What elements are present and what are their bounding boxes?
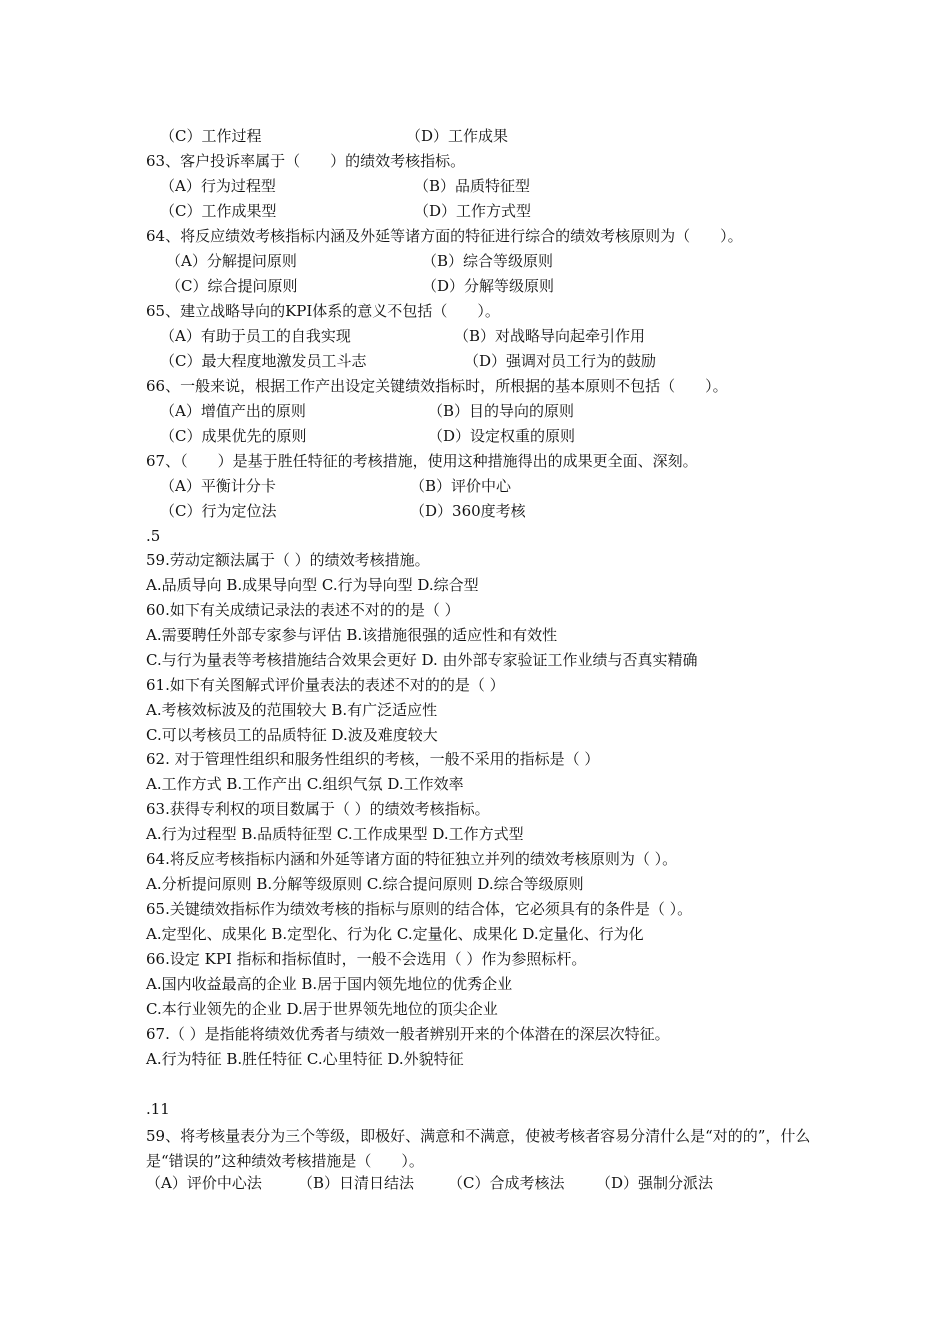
text-line: A.国内收益最高的企业 B.居于国内领先地位的优秀企业: [146, 975, 513, 993]
text-line: 65.关键绩效指标作为绩效考核的指标与原则的结合体，它必须具有的条件是（ ）。: [146, 900, 693, 918]
option-d: （D）强调对员工行为的鼓励: [464, 352, 657, 370]
option-d: （D）设定权重的原则: [428, 427, 576, 445]
text-line: C.本行业领先的企业 D.居于世界领先地位的顶尖企业: [146, 1000, 498, 1018]
text-line: 61.如下有关图解式评价量表法的表述不对的的是（ ）: [146, 676, 505, 694]
option-a: （A）平衡计分卡: [160, 477, 276, 495]
text-line: 62. 对于管理性组织和服务性组织的考核，一般不采用的指标是（ ）: [146, 750, 600, 768]
text-line: 67.（ ）是指能将绩效优秀者与绩效一般者辨别开来的个体潜在的深层次特征。: [146, 1025, 670, 1043]
question-67: 67、（ ）是基于胜任特征的考核措施，使用这种措施得出的成果更全面、深刻。: [146, 452, 698, 470]
question-59: 59、将考核量表分为三个等级，即极好、满意和不满意，使被考核者容易分清什么是“对的的”，什么是“错误的”这种绩效考核措施是（ ）。: [146, 1127, 811, 1170]
option-b: （B）日清日结法: [298, 1174, 415, 1192]
text-line: A.分析提问原则 B.分解等级原则 C.综合提问原则 D.综合等级原则: [146, 875, 584, 893]
option-d: （D）强制分派法: [596, 1174, 714, 1192]
option-a: （A）有助于员工的自我实现: [160, 327, 351, 345]
option-b: （B）目的导向的原则: [428, 402, 575, 420]
section-marker: .11: [146, 1100, 170, 1118]
option-c: （C）工作过程: [160, 127, 262, 145]
text-line: 60.如下有关成绩记录法的表述不对的的是（ ）: [146, 601, 460, 619]
question-64: 64、将反应绩效考核指标内涵及外延等诸方面的特征进行综合的绩效考核原则为（ ）。: [146, 227, 743, 245]
option-b: （B）对战略导向起牵引作用: [454, 327, 646, 345]
option-a: （A）分解提问原则: [166, 252, 297, 270]
text-line: A.定型化、成果化 B.定型化、行为化 C.定量化、成果化 D.定量化、行为化: [146, 925, 644, 943]
text-line: A.需要聘任外部专家参与评估 B.该措施很强的适应性和有效性: [146, 626, 558, 644]
option-c: （C）成果优先的原则: [160, 427, 307, 445]
question-65: 65、建立战略导向的KPI体系的意义不包括（ ）。: [146, 302, 500, 320]
question-66: 66、一般来说，根据工作产出设定关键绩效指标时，所根据的基本原则不包括（ ）。: [146, 377, 728, 395]
text-line: A.行为过程型 B.品质特征型 C.工作成果型 D.工作方式型: [146, 825, 524, 843]
text-line: A.品质导向 B.成果导向型 C.行为导向型 D.综合型: [146, 576, 479, 594]
text-line: C.与行为量表等考核措施结合效果会更好 D. 由外部专家验证工作业绩与否真实精确: [146, 651, 698, 669]
option-d: （D）360度考核: [410, 502, 526, 520]
option-a: （A）评价中心法: [146, 1174, 262, 1192]
option-c: （C）工作成果型: [160, 202, 277, 220]
option-c: （C）最大程度地激发员工斗志: [160, 352, 367, 370]
text-line: C.可以考核员工的品质特征 D.波及难度较大: [146, 726, 438, 744]
option-c: （C）合成考核法: [448, 1174, 565, 1192]
section-marker: .5: [146, 527, 161, 545]
option-d: （D）工作方式型: [414, 202, 532, 220]
option-b: （B）综合等级原则: [422, 252, 554, 270]
text-line: A.考核效标波及的范围较大 B.有广泛适应性: [146, 701, 438, 719]
text-line: 63.获得专利权的项目数属于（ ）的绩效考核指标。: [146, 800, 490, 818]
option-d: （D）分解等级原则: [422, 277, 555, 295]
option-c: （C）综合提问原则: [166, 277, 298, 295]
text-line: 59.劳动定额法属于（ ）的绩效考核措施。: [146, 551, 430, 569]
option-d: （D）工作成果: [406, 127, 509, 145]
option-c: （C）行为定位法: [160, 502, 277, 520]
text-line: 66.设定 KPI 指标和指标值时，一般不会选用（ ）作为参照标杆。: [146, 950, 587, 968]
option-b: （B）品质特征型: [414, 177, 531, 195]
option-a: （A）增值产出的原则: [160, 402, 306, 420]
option-a: （A）行为过程型: [160, 177, 276, 195]
text-line: A.工作方式 B.工作产出 C.组织气氛 D.工作效率: [146, 775, 464, 793]
text-line: 64.将反应考核指标内涵和外延等诸方面的特征独立并列的绩效考核原则为（ ）。: [146, 850, 678, 868]
option-b: （B）评价中心: [410, 477, 512, 495]
question-63: 63、客户投诉率属于（ ）的绩效考核指标。: [146, 152, 466, 170]
text-line: A.行为特征 B.胜任特征 C.心里特征 D.外貌特征: [146, 1050, 464, 1068]
